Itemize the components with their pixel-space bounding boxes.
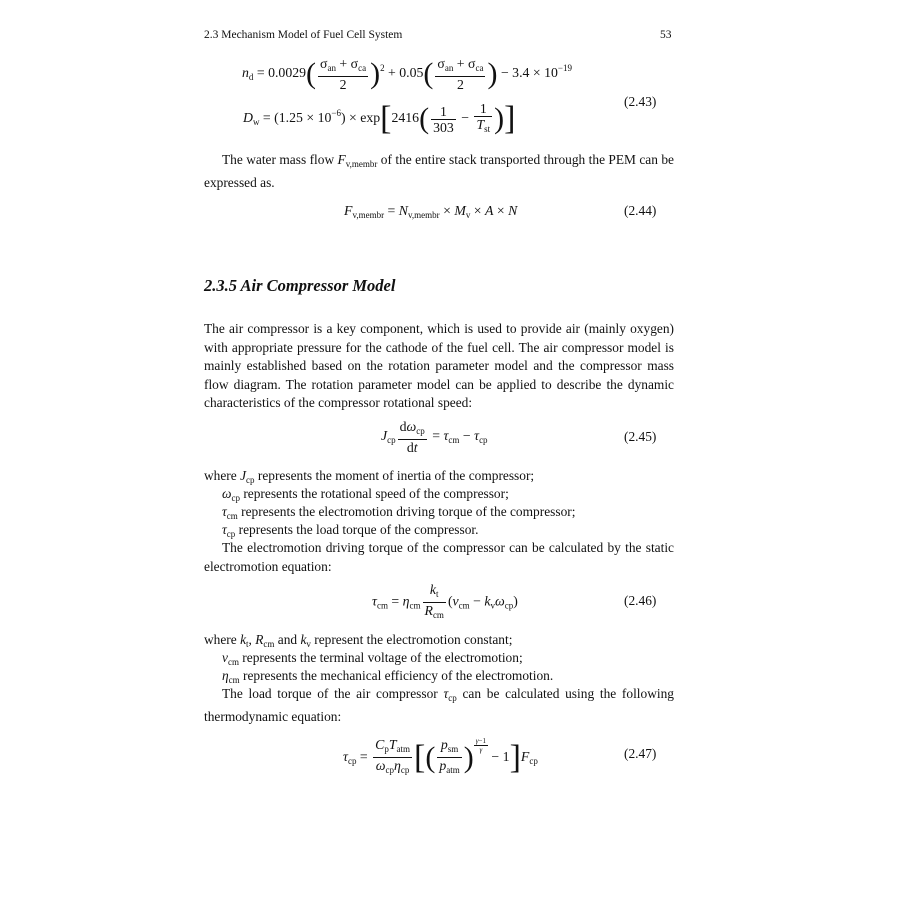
equation-2-43-number: (2.43) xyxy=(624,94,657,109)
equation-2-47-number: (2.47) xyxy=(624,746,657,761)
equation-2-47: $\tau_{cp}$ = $\frac{C_pT_{atm}}{\omega_{cp}\eta_{cp}}$ [( $\frac{p_{sm}}{p_{atm}}$ ) $^{\frac{\gamma-1}{\gamma}}$ − $1]F_{cp}$ xyxy=(343,737,538,776)
where-jcp: where $J_{cp}$ represents the moment of inertia of the compressor; xyxy=(204,468,535,485)
equation-2-46-number: (2.46) xyxy=(624,593,657,608)
equation-2-45: $J_{cp}$ $\frac{d\omega_{cp}}{dt}$ = $\tau_{cm} - \tau_{cp}$ xyxy=(381,419,488,455)
where-tau-cm: $\tau_{cm}$ represents the electromotion driving torque of the compressor; xyxy=(222,504,576,521)
where-eta-cm: $\eta_{cm}$ represents the mechanical efficiency of the electromotion. xyxy=(222,668,554,685)
equation-2-46: $\tau_{cm} = \eta_{cm}$ $\frac{k_t}{R_{cm}}$ $(v_{cm} - k_v\omega_{cp})$ xyxy=(372,582,518,620)
equation-2-45-number: (2.45) xyxy=(624,429,657,444)
equation-2-43-nd: $n_d = 0.0029$( $\frac{\sigma_{an} + \sigma_{ca}}{2}$ )$^2$ + 0.05( $\frac{\sigma_{an} + \sigma_{ca}}{2}$ ) − $3.4 \times 10^{-19}$ xyxy=(242,56,572,92)
where-omega-cp: $\omega_{cp}$ represents the rotational speed of the compressor; xyxy=(222,486,509,503)
section-heading: 2.3.5 Air Compressor Model xyxy=(204,276,396,295)
paragraph-water-mass-flow: The water mass flow $F_{v,membr}$ of the entire stack transported through the PEM can be expressed as. xyxy=(204,152,674,190)
paragraph-load-torque: The load torque of the air compressor $\tau_{cp}$ can be calculated using the following thermodynamic equation: xyxy=(204,686,674,724)
where-vcm: $v_{cm}$ represents the terminal voltage of the electromotion; xyxy=(222,650,523,667)
running-header-title: 2.3 Mechanism Model of Fuel Cell System xyxy=(204,29,403,41)
where-tau-cp: $\tau_{cp}$ represents the load torque of the compressor. xyxy=(222,522,479,539)
equation-2-44-number: (2.44) xyxy=(624,203,657,218)
paragraph-electromotion-torque: The electromotion driving torque of the compressor can be calculated by the static electromotion equation: xyxy=(204,540,674,574)
paragraph-air-compressor-intro: The air compressor is a key component, which is used to provide air (mainly oxygen) with appropriate pressure for the cathode of the fuel cell. The air compressor model is mainly established based on the rotation parameter model and the compressor mass flow diagram. The rotation parameter model can be applied to describe the dynamic characteristics of the compressor rotational speed: xyxy=(204,321,674,410)
page-number: 53 xyxy=(660,29,672,41)
equation-2-43-dw: $D_w = (1.25 \times 10^{-6}) \times \exp[2416$( $\frac{1}{303}$ − $\frac{1}{T_{st}}$ )] xyxy=(243,100,516,137)
equation-2-44: $F_{v,membr} = N_{v,membr} \times M_v \times A \times N$ xyxy=(344,203,518,220)
where-kt-rcm-kv: where $k_t$, $R_{cm}$ and $k_v$ represent the electromotion constant; xyxy=(204,632,513,649)
